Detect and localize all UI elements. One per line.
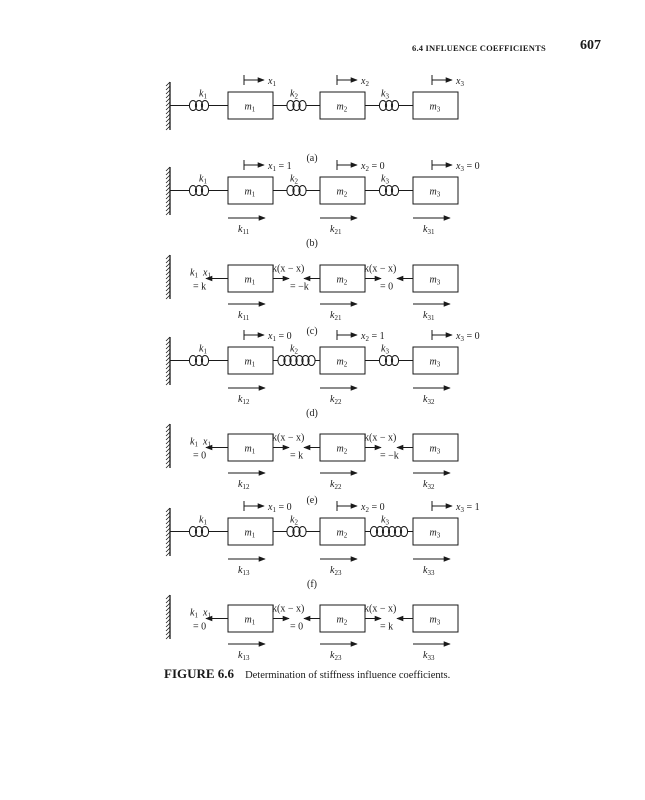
force-label: $k_{23}$ [330,650,342,660]
force-label: $k_{12}$ [238,479,250,491]
mass-label: $m_1$ [244,443,256,456]
spring-label: $k_3$ [381,514,389,527]
mass-label: $m_3$ [429,274,441,287]
mass-label: $m_3$ [429,527,441,540]
page-number: 607 [580,38,601,53]
spring-force-label: $k_1$ [190,607,198,620]
figure-caption [164,666,450,682]
force-label: $k_{21}$ [330,224,342,236]
spring-force-label: $x_1$ [203,436,211,449]
mass-label: $m_3$ [429,614,441,627]
mass-label: $m_2$ [336,186,348,199]
force-label: $k_{12}$ [238,394,250,406]
displacement-label: $x_2 = 0$ [361,161,385,173]
mass-label: $m_2$ [336,356,348,369]
displacement-label: $x_1 = 0$ [268,331,292,343]
panel-label: (c) [306,326,318,337]
force-label: $k_{22}$ [330,479,342,491]
mass-label: $m_2$ [336,101,348,114]
fixed-wall [166,255,170,299]
spring-force-value: = k [193,281,207,293]
spring-label: $k_3$ [381,88,389,101]
panel-label: (f) [307,579,317,590]
spring-force-label: k(x − x) [272,603,305,615]
running-head-section: 6.4 INFLUENCE COEFFICIENTS [412,43,546,53]
mass-label: $m_2$ [336,443,348,456]
force-label: $k_{32}$ [423,394,435,406]
spring-label: $k_1$ [199,173,207,186]
figure-label: FIGURE 6.6 [164,666,235,681]
spring [365,527,413,537]
spring [365,356,413,366]
fixed-wall [166,337,170,385]
spring-label: $k_2$ [290,343,298,356]
spring-label: $k_1$ [199,88,207,101]
mass-label: $m_3$ [429,356,441,369]
spring-force-label: k(x − x) [272,432,305,444]
spring-label: $k_1$ [199,343,207,356]
spring-label: $k_2$ [290,514,298,527]
mass-label: $m_1$ [244,274,256,287]
spring-label: $k_3$ [381,173,389,186]
panel-label: (e) [306,495,318,506]
displacement-label: $x_1 = 0$ [268,502,292,514]
fixed-wall [166,424,170,468]
spring-force-label: k(x − x) [364,263,397,275]
panel-label: (a) [306,153,318,164]
spring-force-label: $k_1$ [190,436,198,449]
spring-force-value: = −k [290,281,309,293]
spring-label: $k_3$ [381,343,389,356]
spring [170,101,228,111]
force-label: $k_{23}$ [330,565,342,577]
spring-force-value: = k [290,450,304,462]
spring-force-value: = 0 [380,281,394,293]
mass-label: $m_1$ [244,614,256,627]
spring-label: $k_1$ [199,514,207,527]
spring-force-label: $x_1$ [203,267,211,280]
spring [273,186,320,196]
displacement-label: $x_2 = 0$ [361,502,385,514]
mass-label: $m_3$ [429,186,441,199]
panel-label: (d) [306,408,318,419]
panel-label: (b) [306,238,318,249]
mass-label: $m_2$ [336,527,348,540]
spring [170,356,228,366]
displacement-label: $x_1$ [268,76,276,88]
spring [365,101,413,111]
spring-force-value: = 0 [290,621,304,633]
spring [273,527,320,537]
figure-caption-text: Determination of stiffness influence coefficients. [245,670,451,681]
fixed-wall [166,82,170,130]
force-label: $k_{11}$ [238,310,250,322]
force-label: $k_{11}$ [238,224,250,236]
spring-force-label: $x_1$ [203,607,211,620]
displacement-label: $x_3$ [456,76,464,88]
fixed-wall [166,595,170,639]
spring-label: $k_2$ [290,173,298,186]
spring [365,186,413,196]
force-label: $k_{21}$ [330,310,342,322]
mass-label: $m_1$ [244,101,256,114]
mass-label: $m_1$ [244,186,256,199]
spring-force-label: $k_1$ [190,267,198,280]
force-label: $k_{32}$ [423,479,435,491]
spring-force-label: k(x − x) [364,603,397,615]
displacement-label: $x_3 = 0$ [456,331,480,343]
displacement-label: $x_3 = 0$ [456,161,480,173]
spring [273,101,320,111]
spring [170,186,228,196]
force-label: $k_{22}$ [330,394,342,406]
mass-label: $m_2$ [336,274,348,287]
fixed-wall [166,167,170,215]
force-label: $k_{33}$ [423,650,435,660]
fixed-wall [166,508,170,556]
displacement-label: $x_3 = 1$ [456,502,480,514]
mass-label: $m_1$ [244,527,256,540]
displacement-label: $x_1 = 1$ [268,161,292,173]
displacement-label: $x_2$ [361,76,369,88]
force-label: $k_{31}$ [423,224,435,236]
spring-force-value: = −k [380,450,399,462]
mass-label: $m_3$ [429,443,441,456]
spring [273,356,320,366]
spring-label: $k_2$ [290,88,298,101]
spring-force-value: = k [380,621,394,633]
spring [170,527,228,537]
mass-label: $m_2$ [336,614,348,627]
spring-force-value: = 0 [193,450,207,462]
force-label: $k_{33}$ [423,565,435,577]
force-label: $k_{13}$ [238,565,250,577]
spring-force-value: = 0 [193,621,207,633]
spring-force-label: k(x − x) [364,432,397,444]
spring-force-label: k(x − x) [272,263,305,275]
mass-label: $m_3$ [429,101,441,114]
force-label: $k_{31}$ [423,310,435,322]
force-label: $k_{13}$ [238,650,250,660]
displacement-label: $x_2 = 1$ [361,331,385,343]
mass-label: $m_1$ [244,356,256,369]
